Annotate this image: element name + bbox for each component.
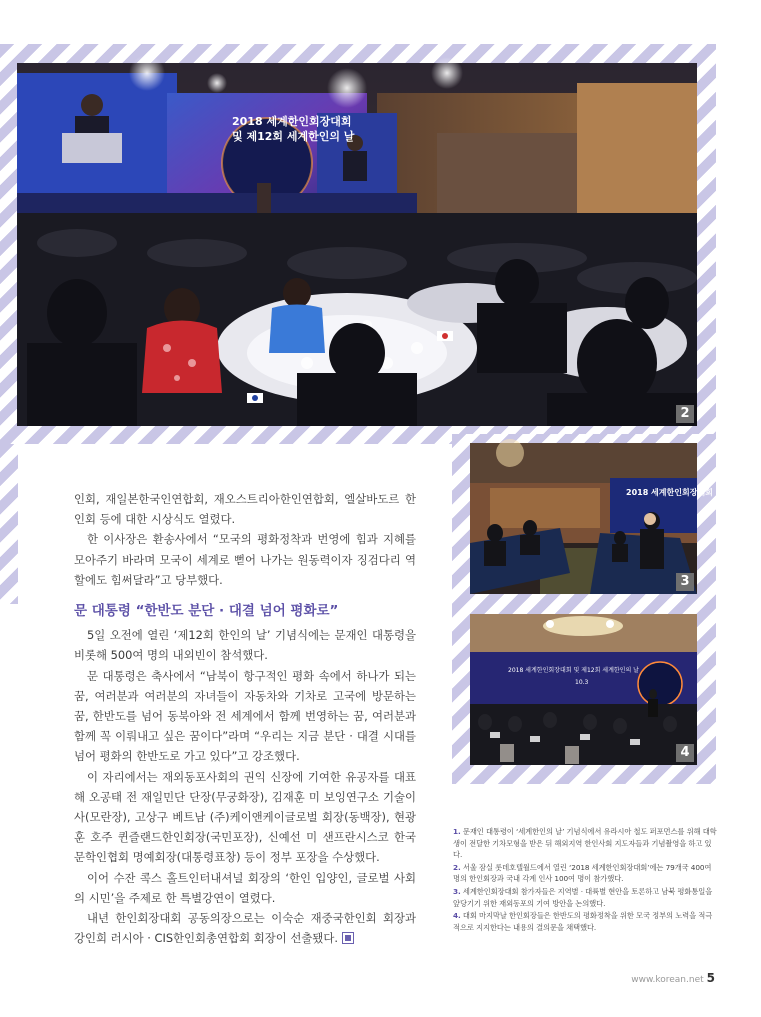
article-paragraph: 한 이사장은 환송사에서 “모국의 평화정착과 번영에 힘과 지혜를 모아주기 바라며 모국이 세계로 뻗어 나가는 원동력이자 징검다리 역할에도 힘써달라”고 당부했다.	[74, 532, 416, 587]
caption-number: 4.	[453, 911, 461, 921]
article-end-icon	[342, 932, 354, 944]
page-footer	[631, 971, 715, 985]
page-number: 5	[706, 971, 715, 985]
resolution-photo	[470, 614, 697, 765]
photo-captions	[453, 826, 717, 934]
screen-banner-text: 2018 세계한인회장대회	[626, 488, 713, 497]
caption-text: 대회 마지막날 한인회장들은 한반도의 평화정착을 위한 모국 정부의 노력을 적극적으로 지지한다는 내용의 결의문을 채택했다.	[453, 911, 713, 932]
stage-banner-line2: 및 제12회 세계한인의 날	[232, 130, 355, 143]
banquet-hall-image	[17, 63, 697, 426]
caption-number: 3.	[453, 886, 461, 896]
photo-number-2: 2	[676, 405, 694, 423]
screen-banner-date: 10.3	[575, 679, 589, 686]
stage-banner-line1: 2018 세계한인회장대회	[232, 115, 352, 128]
screen-banner-title: 2018 세계한인회장대회 및 제12회 세계한인의 날	[508, 667, 639, 674]
caption-text: 문재인 대통령이 ‘세계한인의 날’ 기념식에서 유라시아 철도 퍼포먼스를 위해 대학생이 전달한 기차모형을 받은 뒤 해외지역 한인사회 지도자들과 기념촬영을 하고 있다.	[453, 827, 717, 860]
article-paragraph: 문 대통령은 축사에서 “남북이 항구적인 평화 속에서 하나가 되는 꿈, 여러분과 여러분의 자녀들이 자동차와 기차로 고국에 방문하는 꿈, 한반도를 넘어 동북아와 전 세계에서 함께 번영하는 꿈, 여러분과 함께 꼭 이뤄내고 싶은 꿈이다”라며 “우리는 지금 분단 · 대결 시대를 넘어 평화의 한반도로 가고 있다”고 강조했다.	[74, 668, 416, 764]
main-banquet-photo	[17, 63, 697, 426]
article-paragraph: 인회, 재일본한국인연합회, 재오스트리아한인연합회, 엘살바도르 한인회 등에 대한 시상식도 열렸다.	[74, 492, 416, 527]
article-paragraph: 이 자리에서는 재외동포사회의 권익 신장에 기여한 유공자를 대표해 오공태 전 재일민단 단장(무궁화장), 김재훈 미 보잉연구소 기술이사(모란장), 고상구 베트남 (주)케이앤케이글로벌 회장(동백장), 현광훈 호주 퀸즐랜드한인회장(국민포장), 신예선 미 샌프란시스코 한국문학인협회 명예회장(대통령표창) 등이 정부 포장을 수상했다.	[74, 769, 416, 865]
article-paragraph: 5일 오전에 열린 ‘제12회 한인의 날’ 기념식에는 문재인 대통령을 비롯해 500여 명의 내외빈이 참석했다.	[74, 628, 416, 663]
caption-item	[453, 910, 717, 933]
article-final-text: 내년 한인회장대회 공동의장으로는 이숙순 재중국한인회 회장과 강인희 러시아 · CIS한인회총연합회 회장이 선출됐다.	[74, 911, 416, 946]
caption-item	[453, 886, 717, 909]
caption-item	[453, 826, 717, 861]
article-paragraph: 이어 수잔 콕스 홀트인터내셔널 회장의 ‘한인 입양인, 글로벌 사회의 시민’을 주제로 한 특별강연이 열렸다.	[74, 870, 416, 905]
caption-text: 서울 잠실 롯데호텔월드에서 열린 ‘2018 세계한인회장대회’에는 79개국 400여 명의 한인회장과 국내 각계 인사 100여 명이 참가했다.	[453, 862, 712, 884]
caption-item	[453, 862, 717, 885]
article-paragraph-last	[74, 908, 416, 948]
article-body	[74, 489, 416, 948]
photo-number-3: 3	[676, 573, 694, 591]
section-heading: 문 대통령 “한반도 분단 · 대결 넘어 평화로”	[74, 603, 339, 620]
caption-text: 세계한인회장대회 참가자들은 지역별 · 대륙별 현안을 토론하고 남북 평화통일을 앞당기기 위한 재외동포의 기여 방안을 논의했다.	[453, 886, 713, 908]
photo-number-4: 4	[676, 744, 694, 762]
caption-number: 1.	[453, 827, 461, 836]
footer-url[interactable]: www.korean.net	[631, 975, 704, 985]
discussion-photo	[470, 443, 713, 594]
closing-ceremony-image	[470, 614, 697, 765]
conference-session-image	[470, 443, 713, 594]
stripe-frame-left	[0, 444, 18, 604]
caption-number: 2.	[453, 862, 461, 872]
